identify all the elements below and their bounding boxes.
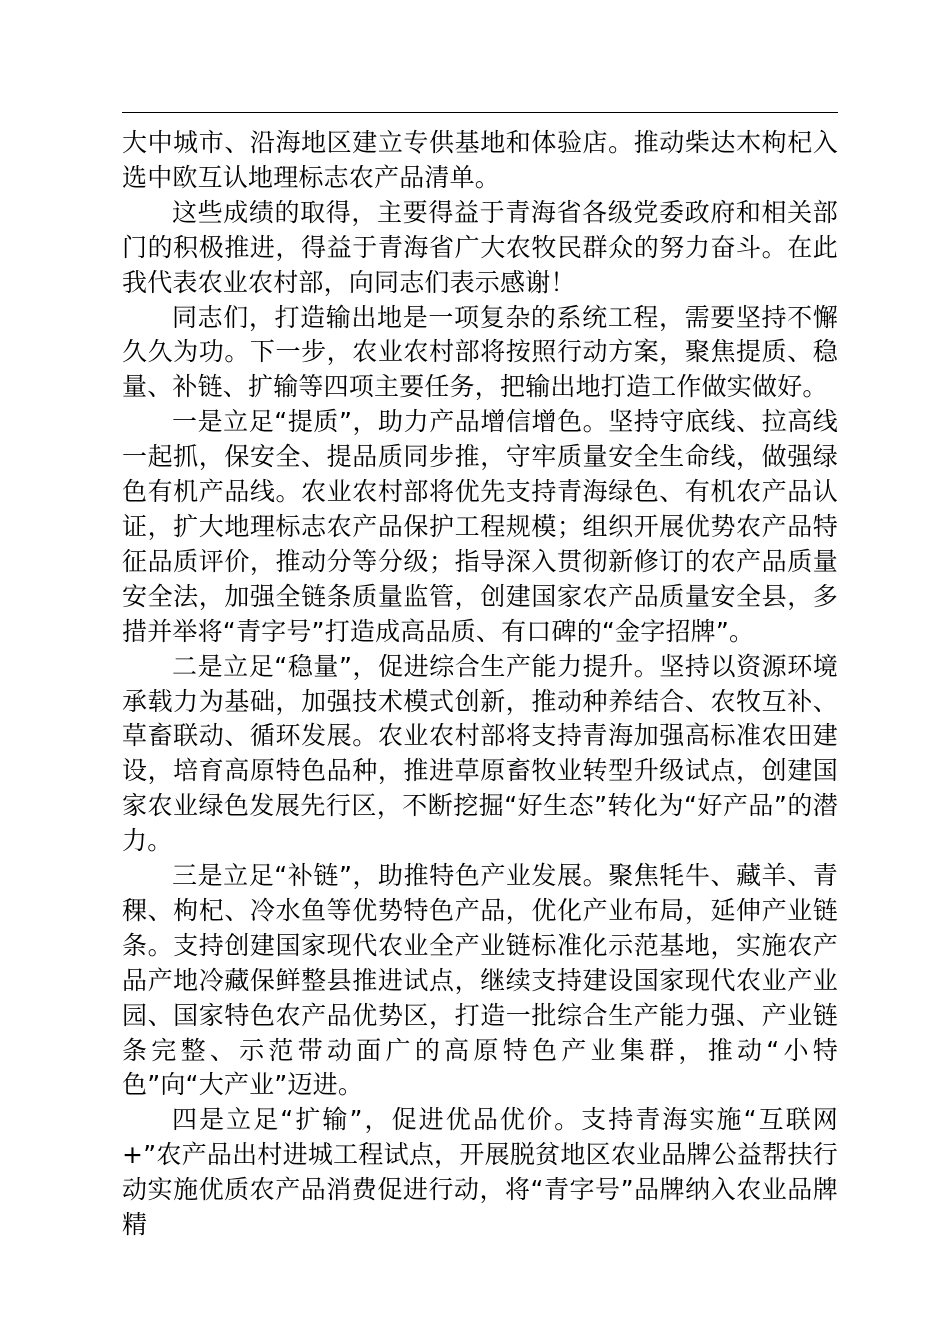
paragraph: 大中城市、沿海地区建立专供基地和体验店。推动柴达木枸杞入选中欧互认地理标志农产品清单。 [122, 128, 838, 192]
paragraph: 三是立足“补链”，助推特色产业发展。聚焦牦牛、藏羊、青稞、枸杞、冷水鱼等优势特色产品，优化产业布局，延伸产业链条。支持创建国家现代农业全产业链标准化示范基地，实施农产品产地冷藏保鲜整县推进试点，继续支持建设国家现代农业产业园、国家特色农产品优势区，打造一批综合生产能力强、产业链条完整、示范带动面广的高原特色产业集群，推动“小特色”向“大产业”迈进。 [122, 861, 838, 1100]
paragraph: 四是立足“扩输”，促进优品优价。支持青海实施“互联网+”农产品出村进城工程试点，开展脱贫地区农业品牌公益帮扶行动实施优质农产品消费促进行动，将“青字号”品牌纳入农业品牌精 [122, 1105, 838, 1240]
paragraph: 一是立足“提质”，助力产品增信增色。坚持守底线、拉高线一起抓，保安全、提品质同步推，守牢质量安全生命线，做强绿色有机产品线。农业农村部将优先支持青海绿色、有机农产品认证，扩大地理标志农产品保护工程规模；组织开展优势农产品特征品质评价，推动分等分级；指导深入贯彻新修订的农产品质量安全法，加强全链条质量监管，创建国家农产品质量安全县，多措并举将“青字号”打造成高品质、有口碑的“金字招牌”。 [122, 407, 838, 646]
header-rule [122, 112, 838, 113]
document-body [122, 126, 838, 1243]
paragraph: 二是立足“稳量”，促进综合生产能力提升。坚持以资源环境承载力为基础，加强技术模式创新，推动种养结合、农牧互补、草畜联动、循环发展。农业农村部将支持青海加强高标准农田建设，培育高原特色品种，推进草原畜牧业转型升级试点，创建国家农业绿色发展先行区，不断挖掘“好生态”转化为“好产品”的潜力。 [122, 651, 838, 856]
paragraph: 这些成绩的取得，主要得益于青海省各级党委政府和相关部门的积极推进，得益于青海省广大农牧民群众的努力奋斗。在此我代表农业农村部，向同志们表示感谢！ [122, 197, 838, 297]
paragraph: 同志们，打造输出地是一项复杂的系统工程，需要坚持不懈久久为功。下一步，农业农村部将按照行动方案，聚焦提质、稳量、补链、扩输等四项主要任务，把输出地打造工作做实做好。 [122, 302, 838, 402]
